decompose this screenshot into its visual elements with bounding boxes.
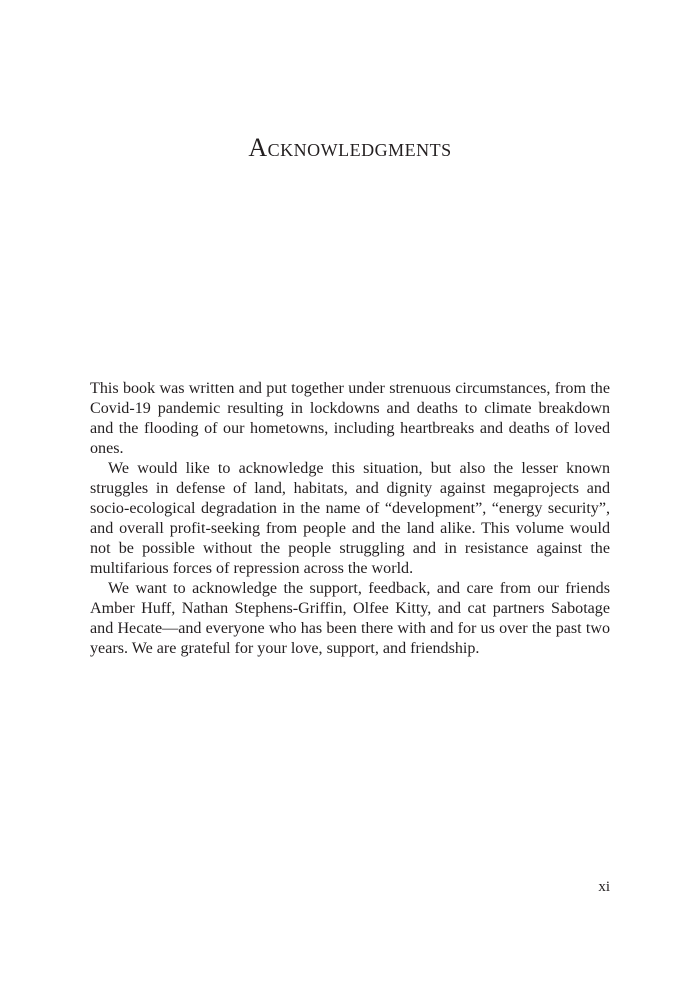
body-text [90, 379, 610, 659]
paragraph-3: We want to acknowledge the support, feedback, and care from our friends Amber Huff, Nathan Stephens-Griffin, Olfee Kitty, and cat partners Sabotage and Hecate—and everyone who has been there with and for us over the past two years. We are grateful for your love, support, and friendship. [90, 580, 610, 657]
paragraph-1: This book was written and put together under strenuous circumstances, from the Covid-19 pandemic resulting in lockdowns and deaths to climate breakdown and the flooding of our hometowns, including heartbreaks and deaths of loved ones. [90, 380, 610, 457]
page-number: xi [598, 879, 610, 895]
paragraph-2: We would like to acknowledge this situation, but also the lesser known struggles in defense of land, habitats, and dignity against megaprojects and socio-ecological degradation in the name of “development”, “energy security”, and overall profit-seeking from people and the land alike. This volume would not be possible without the people struggling and in resistance against the multifarious forces of repression across the world. [90, 460, 610, 577]
page-heading: Acknowledgments [248, 133, 452, 162]
